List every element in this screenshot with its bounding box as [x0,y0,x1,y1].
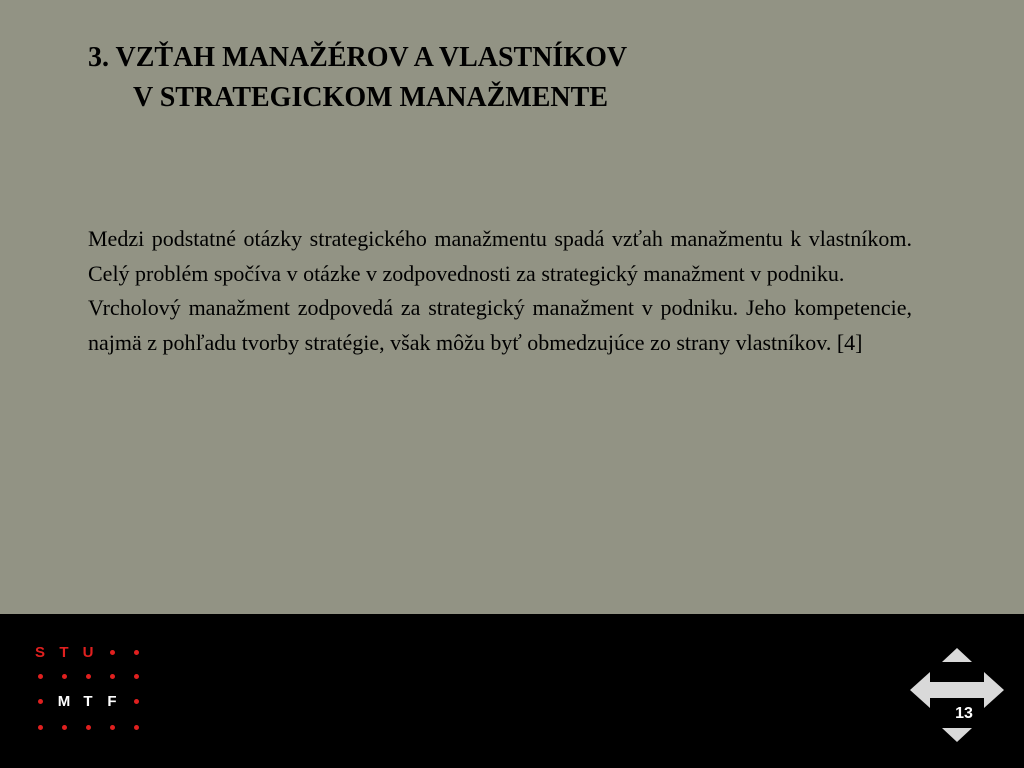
page-number: 13 [955,705,973,722]
stu-mtf-logo [28,640,158,740]
logo-dot [124,689,148,713]
slide-title [88,38,788,118]
logo-dot [52,664,76,688]
left-right-arrow-icon[interactable] [910,672,1004,708]
logo-dot [52,715,76,739]
body-paragraph-1: Medzi podstatné otázky strategického manažmentu spadá vzťah manažmentu k vlastníkom. Celý problém spočíva v otázke v zodpovednosti za strategický manažment v podniku. [88,226,912,286]
logo-letter-m: M [57,692,71,710]
down-arrow-icon[interactable] [942,728,972,742]
logo-dot [100,664,124,688]
slide-title-line-1: 3. VZŤAH MANAŽÉROV A VLASTNÍKOV [88,42,628,73]
logo-dot [76,664,100,688]
logo-dot [28,689,52,713]
logo-dot [124,715,148,739]
logo-letter-t: T [59,643,69,661]
logo-dot [28,715,52,739]
slide-title-line-2: V STRATEGICKOM MANAŽMENTE [133,82,609,113]
logo-letter-t: T [83,692,93,710]
logo-dot [76,715,100,739]
logo-dot [124,664,148,688]
logo-dot [100,640,124,664]
slide-body [88,222,912,360]
nav-arrows-icon[interactable] [902,640,1012,750]
logo-letter-s: S [34,643,45,661]
up-arrow-icon[interactable] [942,648,972,662]
logo-dot [100,715,124,739]
logo-dot [28,664,52,688]
logo-letter-f: F [107,692,117,710]
logo-letter-u: U [82,643,94,661]
body-paragraph-2: Vrcholový manažment zodpovedá za strategický manažment v podniku. Jeho kompetencie, najmä z pohľadu tvorby stratégie, však môžu byť obmedzujúce zo strany vlastníkov. [4] [88,295,912,355]
logo-dot [124,640,148,664]
